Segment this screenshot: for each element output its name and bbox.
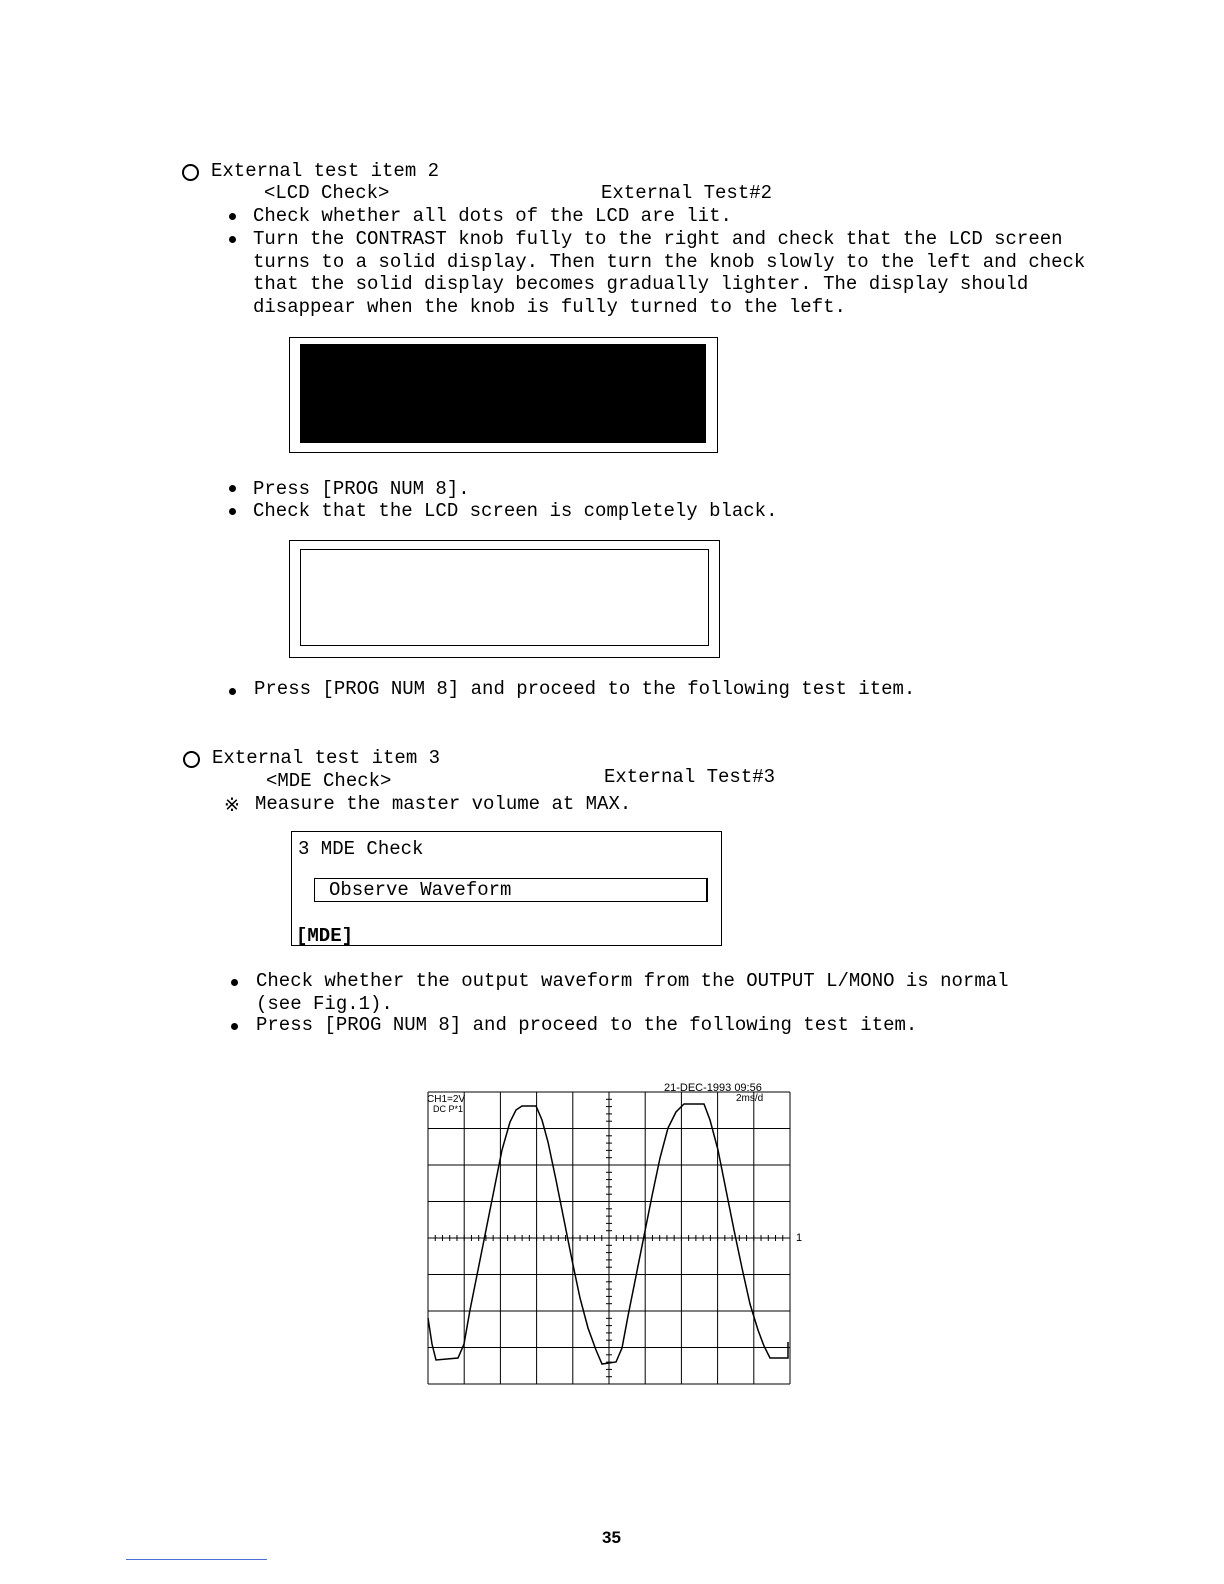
section3-bullet-2: Press [PROG NUM 8] and proceed to the following test item. xyxy=(256,1014,918,1036)
section-marker-icon xyxy=(182,164,199,181)
section3-subtitle: <MDE Check> xyxy=(266,770,392,792)
section2-test-label: External Test#2 xyxy=(601,182,773,204)
section2-bullet-1: Check whether all dots of the LCD are lit. xyxy=(253,205,732,227)
scope-coupling: DC P*1 xyxy=(433,1104,464,1114)
section2-bullet-2-line2: turns to a solid display. Then turn the knob slowly to the left and check xyxy=(253,251,1086,273)
lcd-mde-button-label: Observe Waveform xyxy=(329,879,512,901)
scope-date: 21-DEC-1993 09:56 xyxy=(664,1082,762,1094)
lcd-solid-display xyxy=(289,337,718,453)
oscilloscope-waveform-figure xyxy=(418,1080,808,1390)
scope-marker: 1 xyxy=(796,1232,803,1244)
lcd-blank-display xyxy=(289,540,720,658)
section2-title: External test item 2 xyxy=(211,160,440,182)
scope-timebase: 2ms/d xyxy=(736,1093,764,1104)
bullet-icon xyxy=(231,979,238,986)
section2-after2-bullet: Press [PROG NUM 8] and proceed to the following test item. xyxy=(254,678,916,700)
bullet-icon xyxy=(229,213,236,220)
section2-bullet-2-line1: Turn the CONTRAST knob fully to the right and check that the LCD screen xyxy=(253,228,1063,250)
bullet-icon xyxy=(229,688,236,695)
footer-rule xyxy=(126,1559,267,1560)
section3-test-label: External Test#3 xyxy=(604,766,776,788)
section3-bullet-1-line1: Check whether the output waveform from the OUTPUT L/MONO is normal xyxy=(256,970,1009,992)
section2-after1-bullet-2: Check that the LCD screen is completely black. xyxy=(253,500,778,522)
section2-bullet-2-line4: disappear when the knob is fully turned to the left. xyxy=(253,296,846,318)
note-mark-icon: ※ xyxy=(224,794,240,816)
bullet-icon xyxy=(229,485,236,492)
lcd-mde-display xyxy=(291,831,722,946)
bullet-icon xyxy=(231,1023,238,1030)
page-number: 35 xyxy=(602,1528,621,1547)
section3-note: Measure the master volume at MAX. xyxy=(255,793,632,815)
section2-after1-bullet-1: Press [PROG NUM 8]. xyxy=(253,478,470,500)
section3-title: External test item 3 xyxy=(212,747,441,769)
bullet-icon xyxy=(229,236,236,243)
section-marker-icon xyxy=(183,751,200,768)
lcd-mde-line3: [MDE] xyxy=(296,925,354,947)
lcd-mde-line1: 3 MDE Check xyxy=(298,838,424,860)
section2-subtitle: <LCD Check> xyxy=(264,182,390,204)
lcd-solid-fill xyxy=(300,344,706,443)
section3-bullet-1-line2: (see Fig.1). xyxy=(256,993,393,1015)
section2-bullet-2-line3: that the solid display becomes gradually lighter. The display should xyxy=(253,273,1029,295)
bullet-icon xyxy=(229,508,236,515)
lcd-mde-button xyxy=(314,878,708,902)
scope-channel-label: CH1=2V xyxy=(427,1094,466,1105)
lcd-blank-frame xyxy=(300,549,709,646)
